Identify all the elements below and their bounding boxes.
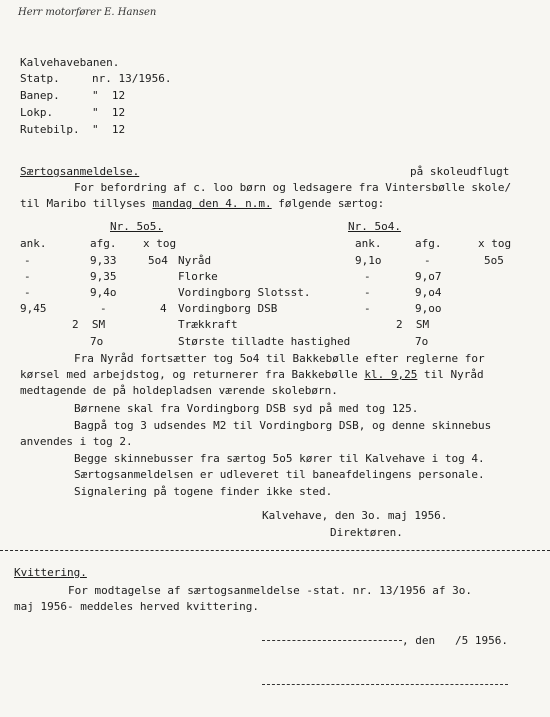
paragraph-1-line-3: medtagende de på holdepladsen værende skolebørn. [20, 384, 338, 397]
col-xtog-504: x tog [478, 237, 512, 250]
header-value-lokp: " 12 [92, 106, 126, 119]
paragraph-5: Særtogsanmeldelsen er udleveret til baneafdelingens personale. [74, 468, 485, 481]
paragraph-3-line-1: Bagpå tog 3 udsendes M2 til Vordingborg DSB, og denne skinnebus [74, 419, 492, 432]
row-ank-505: - [24, 254, 31, 267]
row-station: Nyråd [178, 254, 212, 267]
header-label-banep: Banep. [20, 89, 60, 102]
row-station: Vordingborg DSB [178, 302, 278, 315]
header-label-rutebilp: Rutebilp. [20, 123, 80, 136]
row-xtog-505: 4 [160, 302, 167, 315]
receipt-line-1: For modtagelse af særtogsanmeldelse -stat. nr. 13/1956 af 3o. [68, 584, 472, 597]
speed-label: Største tilladte hastighed [178, 335, 351, 348]
row-ank-504: - [364, 270, 371, 283]
train-504-heading: Nr. 5o4. [348, 220, 401, 233]
header-value-statp: nr. 13/1956. [92, 72, 172, 85]
intro-line-2: til Maribo tillyses mandag den 4. n.m. følgende særtog: [20, 197, 385, 210]
header-value-rutebilp: " 12 [92, 123, 126, 136]
paragraph-1-line-1: Fra Nyråd fortsætter tog 5o4 til Bakkebølle efter reglerne for [74, 352, 485, 365]
traction-505: 2 SM [72, 318, 106, 331]
row-ank-505: 9,45 [20, 302, 47, 315]
row-station: Florke [178, 270, 218, 283]
paragraph-2: Børnene skal fra Vordingborg DSB syd på med tog 125. [74, 402, 419, 415]
row-ank-504: - [364, 286, 371, 299]
receipt-signature-line [262, 684, 508, 685]
row-afg-504: 9,oo [415, 302, 442, 315]
col-afg-504: afg. [415, 237, 442, 250]
paragraph-4: Begge skinnebusser fra særtog 5o5 kører til Kalvehave i tog 4. [74, 452, 485, 465]
row-ank-505: - [24, 286, 31, 299]
traction-label: Trækkraft [178, 318, 238, 331]
paragraph-6: Signalering på togene finder ikke sted. [74, 485, 333, 498]
header-label-lokp: Lokp. [20, 106, 54, 119]
row-ank-505: - [24, 270, 31, 283]
row-station: Vordingborg Slotsst. [178, 286, 311, 299]
col-afg-505: afg. [90, 237, 117, 250]
header-value-banep: " 12 [92, 89, 126, 102]
receipt-line-2: maj 1956- meddeles herved kvittering. [14, 600, 260, 613]
paragraph-3-line-2: anvendes i tog 2. [20, 435, 133, 448]
paragraph-1-line-2: kørsel med arbejdstog, og returnerer fra Bakkebølle kl. 9,25 til Nyråd [20, 368, 484, 381]
handwritten-addressee: Herr motorfører E. Hansen [18, 7, 157, 18]
row-afg-504: - [424, 254, 431, 267]
col-ank-504: ank. [355, 237, 382, 250]
row-afg-505: 9,35 [90, 270, 117, 283]
traction-504: 2 SM [396, 318, 430, 331]
train-505-heading: Nr. 5o5. [110, 220, 163, 233]
intro-line-1: For befordring af c. loo børn og ledsagere fra Vintersbølle skole/ [74, 181, 512, 194]
row-xtog-504: 5o5 [484, 254, 504, 267]
row-xtog-505: 5o4 [148, 254, 168, 267]
speed-505: 7o [90, 335, 104, 348]
cut-line [0, 550, 550, 551]
place-date: Kalvehave, den 3o. maj 1956. [262, 509, 448, 522]
company-name: Kalvehavebanen. [20, 56, 120, 69]
receipt-place-line [262, 640, 402, 641]
header-label-statp: Statp. [20, 72, 60, 85]
receipt-date: , den /5 1956. [402, 634, 508, 647]
row-ank-504: 9,1o [355, 254, 382, 267]
col-xtog-505: x tog [143, 237, 177, 250]
row-afg-504: 9,o4 [415, 286, 442, 299]
row-ank-504: - [364, 302, 371, 315]
purpose-note: på skoleudflugt [410, 165, 510, 178]
row-afg-504: 9,o7 [415, 270, 442, 283]
row-afg-505: 9,4o [90, 286, 117, 299]
col-ank-505: ank. [20, 237, 47, 250]
row-afg-505: - [100, 302, 107, 315]
speed-504: 7o [415, 335, 429, 348]
signature: Direktøren. [330, 526, 403, 539]
document-title: Særtogsanmeldelse. [20, 165, 140, 178]
row-afg-505: 9,33 [90, 254, 117, 267]
receipt-title: Kvittering. [14, 566, 87, 579]
